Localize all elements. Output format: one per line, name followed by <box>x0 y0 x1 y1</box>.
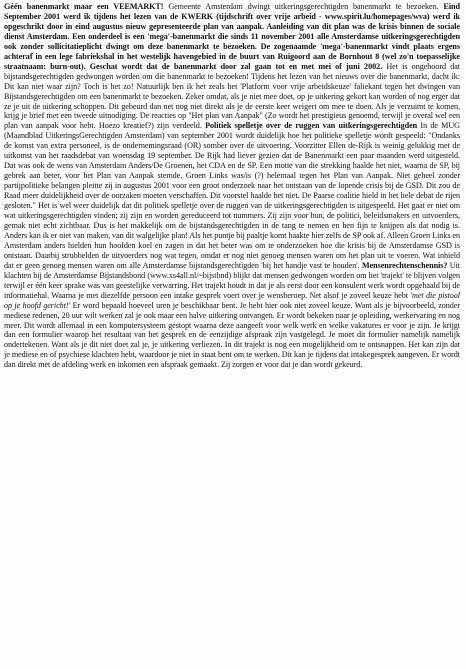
article-paragraph: Het is ongehoord dat bijstandsgerechtigden gedwongen worden om die banenmarkt te bezoeken! Tijdens het lezen van het nieuws over die banenmarkt, dacht ik: Dit kan niet waar zijn? Toch is het zo! Natuurlijk ben ik het zeals het 'Platform voor vrije arbeidskeuze' faliekant tegen het dwingen van Bijstandsgerechtigden om een banenmarkt te bezoeken. Zeker omdat, als je niet mee doet, op je uitkering gekort kan worden of nog erger dat ze je uit de uitkering schoppen. Dit gebeurd dan net nog niet direkt als je de eerste keer weigert om mee te doen. Als je verzuimt te komen, krijg je brief met een tweede uitnodiging. De reacties op "Het plan van Aanpak" (Zo wordt het prestigieus genoemd, terwijl je overal wel een plan van aanpak voor hebt. Hoezo kreatief?) zijn verdeeld. <box>4 61 460 131</box>
article-title: Géén banenmarkt maar een VEEMARKT! <box>4 2 164 11</box>
article-paragraph: Er word bepaald hoeveel uren je beschikbaar bent. Je hebt hier ook niet zoveel keuze. Want als je bijvoorbeeld, zonder mediese redenen, 20 uur wilt werken zal je ook maar een halve uitkering ontvangen. Er wordt bekeken naar je opleiding, werkervaring en nog meer. Dit wordt allemaal in een komputersysteem gestopt waarna deze aangeeft voor welk werk en welke vakatures er voor je zijn. Je krijgt dan een formulier waarop het resultaat van het gesprek en de eenzijdige afspraak zijn vastgelegd. Je moet dit formulier namelijk namelijk ondertekenen. Want als je dit niet doet zal je, je uitkering verliezen. In dit trajekt is nog een mogelijkheid om te ontsnappen. Het kan zijn dat je mediese en of psychiese klachten hebt, waardoor je niet in staat bent om te werken. Dit kan je tijdens dat intakegesprek aangeven. Er wordt dan direkt met de afdeling werk en inkomen een afspraak gemaakt. Zij zorgen er voor dat je dan wordt gekeurd. <box>4 300 461 370</box>
article-quote: 'met die pistool op je hoofd gericht!' <box>4 290 461 310</box>
section-heading-politiek: Politiek spelletje over de ruggen van uitkeringsgerechtigden <box>205 121 418 131</box>
section-heading-mensenrechten: Mensenrechtenschennis? <box>361 260 448 270</box>
article-intro: Gemeente Amsterdam dwingt uitkeringsgerechtigden banenmarkt te bezoeken. <box>163 2 444 11</box>
article-lead-bold: Eind September 2001 werd ik tijdens het lezen van de KWERK (tijdschrift over vrije arbeid - www.spirit.lu/homepages/wva) werd ik opgeschrikt door in eind augustus nieuw gepresenteerde plan van aanpak. Aanleiding van dit plan was de krisis binnen de sociale dienst Amsterdam. Een onderdeel is een 'mega'-banenmarkt die sinds 11 november 2001 alle Amsterdamse uitkeringsgerechtigden ook zonder sollicitatieplicht dwingt om deze banenmarkt te bezoeken. De zogenaamde 'mega'-banenmarkt vindt plaats ergens achteraf in een lege fabriekshal in het westelijk havengebied in de buurt van Ruigoord aan de Bornhout 8 (wel zo'n toepasselijke straatnaam: burn-out). Geschat wordt dat de banenmarkt door zal gaan tot en met mei of juni 2002. <box>4 2 460 71</box>
article-paragraph: In de MUG (Maandblad UitkeringsGerechtigden Amsterdam) van september 2001 wordt duidelijk hoe het politieke spelletje wordt gespeeld: "Ondanks de komst van extra personeel, is de ondernemingsraad (OR) somber over de uitvoering. Voorzitter Ellen de-Rijk is weinig gelukkig met de uitkomst van het raadsdebat van woensdag 19 september. De Rijk had liever gezien dat de Banenmarkt een paar maanden werd uitgesteld. Dat was ook de wens van Amsterdam Anders/De Groenen, het CDA en de SP. Een motie van die strekking haalde het niet, waarna de SP, bij gebrek aan beter, voor het Plan van Aanpak stemde. Groen Links was/is (?) helemaal tegen het Plan van Aanpak. Niet geheel zonder partijpolitieke belangen pleitte zij in augustus 2001 voor een groot onderzoek naar het ontstaan van de lopende crisis bij de GSD. Dit zou de Raad meer duidelijkheid over de oorzaken moeten verschaffen. Dit voorstel haalde het niet. De Paarse coalitie hield in het hele debat de rijen gesloten." Het is wel weer duidelijk dat dit politiek spelletje over de ruggen van de uitkeringsgerechtigden is uitgespeeld. Het gaat er niet om wat uitkeringsgerechtigden vinden; zij zijn en worden gereduceerd tot nummers. Zij zijn voor hun, de politici, beleidsmakers en uitvoerders, gemak niet echt zichtbaar. Dus is het makkelijk om de bijstandsgerechtigden in de tang te nemen en hen fijn te knijpen als dat nodig is. Anders kan ik er niet van maken, van dit walgelijke plan! Als het puntje bij paaltje komt haakte hier zelfs de SP ook af. Alleen Groen Links en Amsterdam anders hielden hun hoofden koel en zagen in dat het beter was om te onderzoeken hoe die krisis bij de Amsterdamse GSD is ontstaan. Daarbij strubbelden de uitvoerders nog wat tegen, omdat er nog niet genoeg mensen waren om het plan uit te voeren. Wat inhield dat er geen genoeg mensen waren om alle Amsterdamse bijstandsgerechtigden 'bij het handje vast te houden'. <box>4 121 460 270</box>
article-paragraph: Uit klachten bij de Amsterdamse Bijstandsbond (www.xs4all.nl/~bijstbnd) blijkt dat mensen gedwongen worden om het 'trajekt' te blijven volgen terwijl er één keer sprake was van geestelijke verwarring. Het trajekt houdt in dat je als eerst door een konsulent werk wordt opgehaald bij de informatiehal. Waarna je met diezelfde persoon een intake gesprek voert over je wensberoep. Net alsof je zoveel keuze hebt <box>4 260 460 300</box>
article-body <box>4 2 460 370</box>
